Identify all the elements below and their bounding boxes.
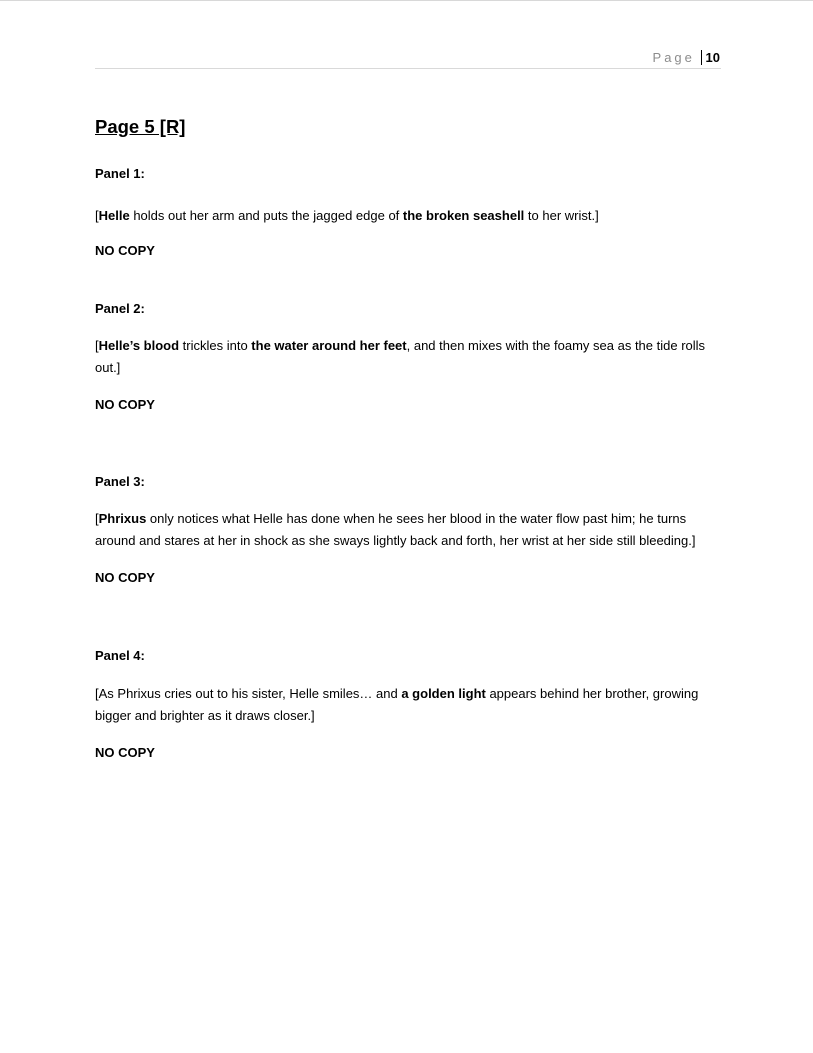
panel-label xyxy=(95,163,725,185)
description-text: [As Phrixus cries out to his sister, Helle smiles… and xyxy=(95,686,402,701)
description-text: , and then mixes with the foamy sea as the tide rolls out.] xyxy=(95,338,706,375)
page-number: 10 xyxy=(701,50,720,65)
panel-label-text: Panel 1: xyxy=(95,166,145,181)
no-copy-text: NO COPY xyxy=(95,397,155,412)
panel-copy xyxy=(95,742,725,764)
description-text: appears behind her brother, growing bigger and brighter as it draws closer.] xyxy=(95,686,699,723)
bold-term: Helle’s blood xyxy=(98,338,180,353)
bold-term: the broken seashell xyxy=(402,208,525,223)
no-copy-text: NO COPY xyxy=(95,243,155,258)
bold-term: Helle xyxy=(98,208,130,223)
bold-term: a golden light xyxy=(401,686,486,701)
description-text: only notices what Helle has done when he sees her blood in the water flow past him; he turns around and stares at her in shock as she sways lightly back and forth, her wrist at her side still bleeding.] xyxy=(95,511,696,548)
description-text: [ xyxy=(95,208,99,223)
panel-label xyxy=(95,298,725,320)
description-text: [ xyxy=(95,338,99,353)
page-title: Page 5 [R] xyxy=(95,116,186,137)
description-text: holds out her arm and puts the jagged edge of xyxy=(129,208,403,223)
panel-description xyxy=(95,508,725,552)
panel-label-text: Panel 2: xyxy=(95,301,145,316)
description-text: to her wrist.] xyxy=(524,208,599,223)
page-top-edge xyxy=(0,0,813,1)
panel-copy xyxy=(95,240,725,262)
panel-label xyxy=(95,645,725,667)
bold-term: Phrixus xyxy=(98,511,147,526)
panel-description xyxy=(95,335,725,379)
description-text: [ xyxy=(95,511,99,526)
panel-label-text: Panel 4: xyxy=(95,648,145,663)
panel-copy xyxy=(95,394,725,416)
panel-label xyxy=(95,471,725,493)
description-text: trickles into xyxy=(179,338,252,353)
panel-copy xyxy=(95,567,725,589)
page-label: Page xyxy=(652,50,695,65)
header-rule xyxy=(95,68,721,69)
no-copy-text: NO COPY xyxy=(95,745,155,760)
panel-description xyxy=(95,205,725,227)
page-header xyxy=(653,50,720,65)
no-copy-text: NO COPY xyxy=(95,570,155,585)
panel-label-text: Panel 3: xyxy=(95,474,145,489)
bold-term: the water around her feet xyxy=(251,338,407,353)
panel-description xyxy=(95,683,725,727)
